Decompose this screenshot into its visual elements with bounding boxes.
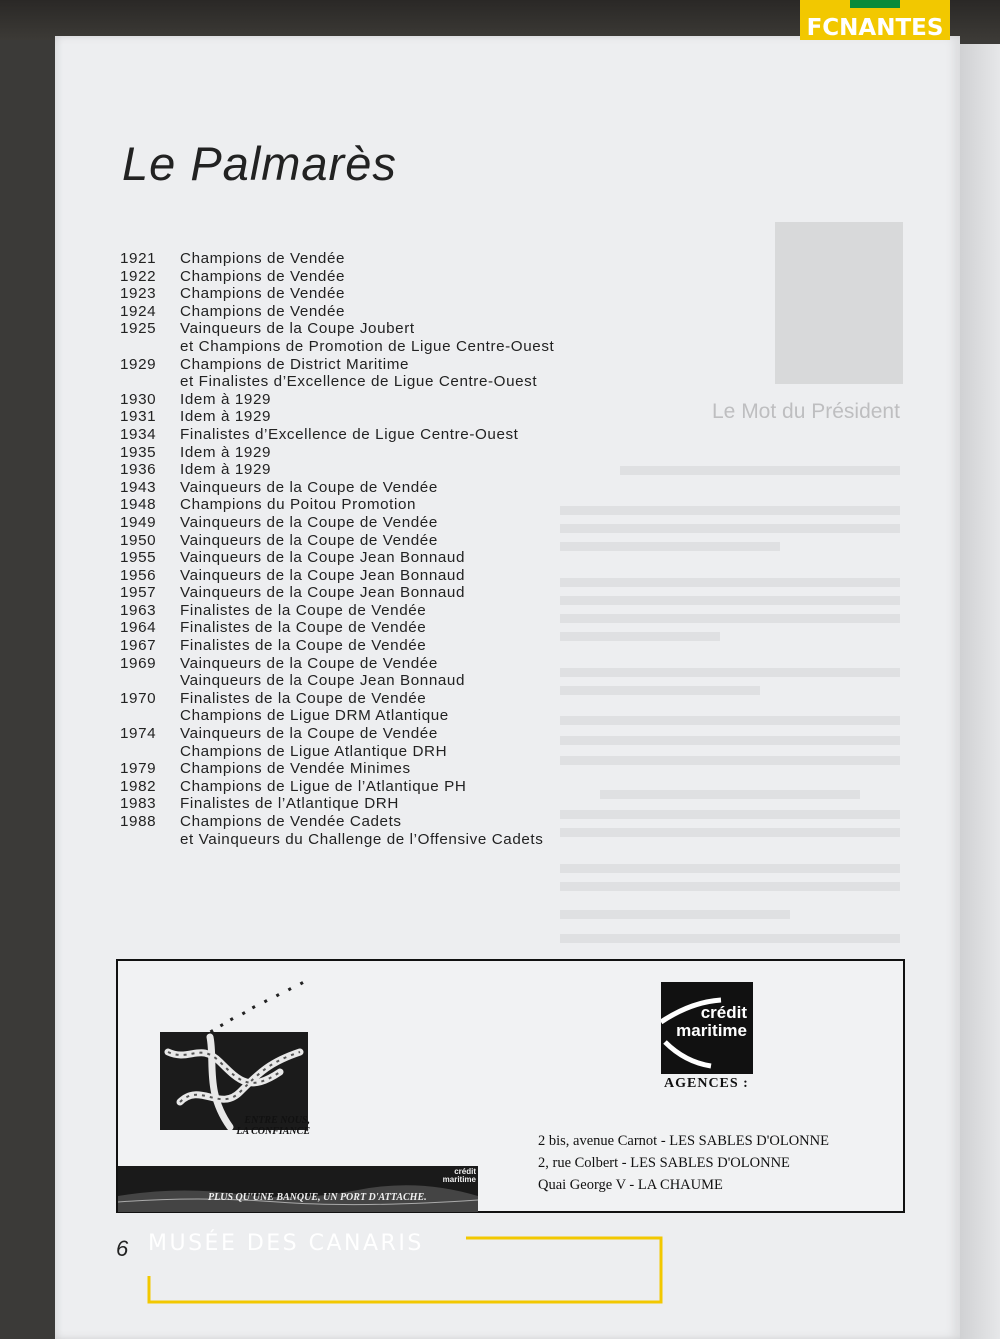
palmares-year: 1950 — [120, 531, 157, 549]
palmares-year: 1979 — [120, 760, 157, 778]
palmares-achievement-line: Vainqueurs de la Coupe de Vendée — [180, 531, 438, 549]
palmares-row — [120, 725, 680, 760]
palmares-year: 1949 — [120, 513, 157, 531]
palmares-achievements — [180, 813, 680, 848]
palmares-year: 1957 — [120, 584, 157, 602]
palmares-achievement-line: et Finalistes d’Excellence de Ligue Centre-Ouest — [180, 373, 538, 391]
palmares-achievement-line: Champions de Vendée Minimes — [180, 760, 411, 778]
brand-color-bar — [800, 0, 950, 8]
ghost-photo — [775, 222, 903, 384]
palmares-year: 1930 — [120, 390, 157, 408]
palmares-achievement-line: Finalistes de la Coupe de Vendée — [180, 689, 427, 707]
palmares-year: 1921 — [120, 250, 157, 267]
palmares-achievement-line: Finalistes de la Coupe de Vendée — [180, 619, 427, 637]
palmares-achievement-line: Vainqueurs de la Coupe Jean Bonnaud — [180, 549, 466, 567]
fcnantes-brand-label: FCNANTES — [800, 8, 950, 40]
palmares-achievement-line: Champions de Vendée Cadets — [180, 813, 402, 830]
palmares-achievements — [180, 725, 680, 760]
palmares-achievements — [180, 496, 680, 514]
palmares-year: 1922 — [120, 267, 157, 285]
page-title: Le Palmarès — [122, 137, 397, 190]
palmares-row — [120, 567, 680, 585]
small-logo-line: maritime — [442, 1175, 476, 1184]
palmares-row — [120, 690, 680, 725]
palmares-achievement-line: Vainqueurs de la Coupe de Vendée — [180, 725, 438, 743]
palmares-achievement-line: et Champions de Promotion de Ligue Centre-Ouest — [180, 337, 555, 355]
harbour-illustration — [118, 1166, 478, 1212]
page-number: 6 — [116, 1236, 129, 1261]
palmares-year: 1931 — [120, 408, 157, 426]
palmares-row — [120, 268, 680, 286]
logo-line: maritime — [676, 1021, 747, 1040]
palmares-achievements — [180, 285, 680, 303]
palmares-row — [120, 461, 680, 479]
palmares-row — [120, 637, 680, 655]
palmares-row — [120, 778, 680, 796]
palmares-achievement-line: et Vainqueurs du Challenge de l’Offensive Cadets — [180, 830, 544, 848]
palmares-row — [120, 584, 680, 602]
palmares-year: 1963 — [120, 601, 157, 619]
palmares-achievement-line: Idem à 1929 — [180, 461, 272, 479]
ad-harbour-strip — [118, 1166, 478, 1212]
palmares-achievements — [180, 619, 680, 637]
palmares-year: 1929 — [120, 355, 157, 373]
palmares-achievements — [180, 567, 680, 585]
palmares-achievements — [180, 391, 680, 409]
palmares-achievement-line: Champions de Vendée — [180, 285, 346, 303]
palmares-row — [120, 602, 680, 620]
palmares-achievements — [180, 584, 680, 602]
palmares-achievements — [180, 250, 680, 268]
palmares-year: 1936 — [120, 461, 157, 479]
ad-strip-text: PLUS QU'UNE BANQUE, UN PORT D'ATTACHE. — [208, 1192, 427, 1203]
palmares-achievement-line: Champions de Vendée — [180, 267, 346, 285]
small-logo-line: crédit — [454, 1167, 476, 1176]
palmares-achievements — [180, 778, 680, 796]
palmares-achievements — [180, 602, 680, 620]
palmares-achievements — [180, 795, 680, 813]
palmares-row — [120, 285, 680, 303]
palmares-achievement-line: Vainqueurs de la Coupe Jean Bonnaud — [180, 672, 466, 690]
palmares-achievements — [180, 303, 680, 321]
palmares-achievements — [180, 690, 680, 725]
palmares-year: 1924 — [120, 302, 157, 320]
palmares-year: 1934 — [120, 425, 157, 443]
palmares-achievements — [180, 655, 680, 690]
palmares-year: 1974 — [120, 725, 157, 743]
palmares-achievement-line: Vainqueurs de la Coupe de Vendée — [180, 654, 438, 672]
palmares-row — [120, 303, 680, 321]
palmares-achievement-line: Finalistes d’Excellence de Ligue Centre-Ouest — [180, 425, 519, 443]
palmares-row — [120, 532, 680, 550]
palmares-achievement-line: Finalistes de la Coupe de Vendée — [180, 601, 427, 619]
palmares-achievement-line: Champions de Ligue Atlantique DRH — [180, 742, 448, 760]
palmares-achievement-line: Idem à 1929 — [180, 408, 272, 426]
palmares-year: 1935 — [120, 443, 157, 461]
palmares-row — [120, 514, 680, 532]
logo-line: crédit — [700, 1003, 747, 1022]
palmares-row — [120, 795, 680, 813]
palmares-achievement-line: Vainqueurs de la Coupe Jean Bonnaud — [180, 566, 466, 584]
palmares-row — [120, 760, 680, 778]
palmares-row — [120, 426, 680, 444]
palmares-achievements — [180, 514, 680, 532]
agences-label: AGENCES : — [664, 1076, 749, 1091]
palmares-year: 1923 — [120, 285, 157, 303]
palmares-row — [120, 479, 680, 497]
facing-page-edge — [958, 44, 1000, 1339]
museum-label: MUSÉE DES CANARIS — [148, 1231, 424, 1256]
palmares-year: 1964 — [120, 619, 157, 637]
palmares-achievements — [180, 320, 680, 355]
palmares-row — [120, 619, 680, 637]
palmares-achievement-line: Vainqueurs de la Coupe de Vendée — [180, 478, 438, 496]
palmares-achievement-line: Champions de Vendée — [180, 302, 346, 320]
address-line: 2, rue Colbert - LES SABLES D'OLONNE — [538, 1155, 790, 1171]
address-line: Quai George V - LA CHAUME — [538, 1177, 723, 1193]
palmares-achievements — [180, 760, 680, 778]
palmares-achievement-line: Finalistes de l’Atlantique DRH — [180, 795, 399, 813]
palmares-year: 1948 — [120, 496, 157, 514]
palmares-year: 1955 — [120, 549, 157, 567]
palmares-achievement-line: Champions de Ligue de l’Atlantique PH — [180, 777, 467, 795]
palmares-row — [120, 356, 680, 391]
palmares-achievement-line: Idem à 1929 — [180, 443, 272, 461]
palmares-achievement-line: Vainqueurs de la Coupe Joubert — [180, 320, 415, 338]
ad-slogan-line: ENTRE NOUS, — [244, 1115, 310, 1126]
palmares-row — [120, 391, 680, 409]
palmares-row — [120, 320, 680, 355]
palmares-achievement-line: Champions du Poitou Promotion — [180, 496, 417, 514]
palmares-list — [120, 250, 680, 848]
palmares-achievement-line: Champions de Ligue DRM Atlantique — [180, 707, 449, 725]
palmares-row — [120, 549, 680, 567]
palmares-row — [120, 444, 680, 462]
credit-maritime-logo — [661, 982, 753, 1074]
palmares-year: 1988 — [120, 813, 157, 830]
palmares-row — [120, 408, 680, 426]
palmares-year: 1956 — [120, 566, 157, 584]
palmares-achievements — [180, 426, 680, 444]
palmares-year: 1969 — [120, 654, 157, 672]
ghost-facing-title: Le Mot du Président — [712, 400, 900, 423]
palmares-achievement-line: Idem à 1929 — [180, 390, 272, 408]
palmares-achievement-line: Champions de Vendée — [180, 250, 346, 267]
palmares-achievements — [180, 637, 680, 655]
palmares-row — [120, 813, 680, 848]
palmares-achievement-line: Finalistes de la Coupe de Vendée — [180, 637, 427, 655]
palmares-achievements — [180, 532, 680, 550]
palmares-achievements — [180, 268, 680, 286]
palmares-year: 1967 — [120, 637, 157, 655]
palmares-achievement-line: Champions de District Maritime — [180, 355, 409, 373]
small-credit-maritime-logo — [428, 1168, 476, 1208]
palmares-achievements — [180, 444, 680, 462]
ad-slogan — [214, 1115, 310, 1137]
palmares-achievements — [180, 356, 680, 391]
palmares-year: 1943 — [120, 478, 157, 496]
agency-addresses — [538, 1130, 829, 1196]
palmares-achievements — [180, 408, 680, 426]
palmares-achievements — [180, 549, 680, 567]
ad-slogan-line: LA CONFIANCE — [236, 1126, 310, 1137]
palmares-achievement-line: Vainqueurs de la Coupe Jean Bonnaud — [180, 584, 466, 602]
palmares-year: 1982 — [120, 777, 157, 795]
palmares-achievement-line: Vainqueurs de la Coupe de Vendée — [180, 513, 438, 531]
palmares-achievements — [180, 479, 680, 497]
palmares-year: 1925 — [120, 320, 157, 338]
palmares-year: 1970 — [120, 689, 157, 707]
palmares-row — [120, 250, 680, 268]
palmares-year: 1983 — [120, 795, 157, 813]
palmares-row — [120, 655, 680, 690]
palmares-row — [120, 496, 680, 514]
address-line: 2 bis, avenue Carnot - LES SABLES D'OLONNE — [538, 1133, 829, 1149]
palmares-achievements — [180, 461, 680, 479]
ad-bird-flock — [150, 970, 330, 1040]
